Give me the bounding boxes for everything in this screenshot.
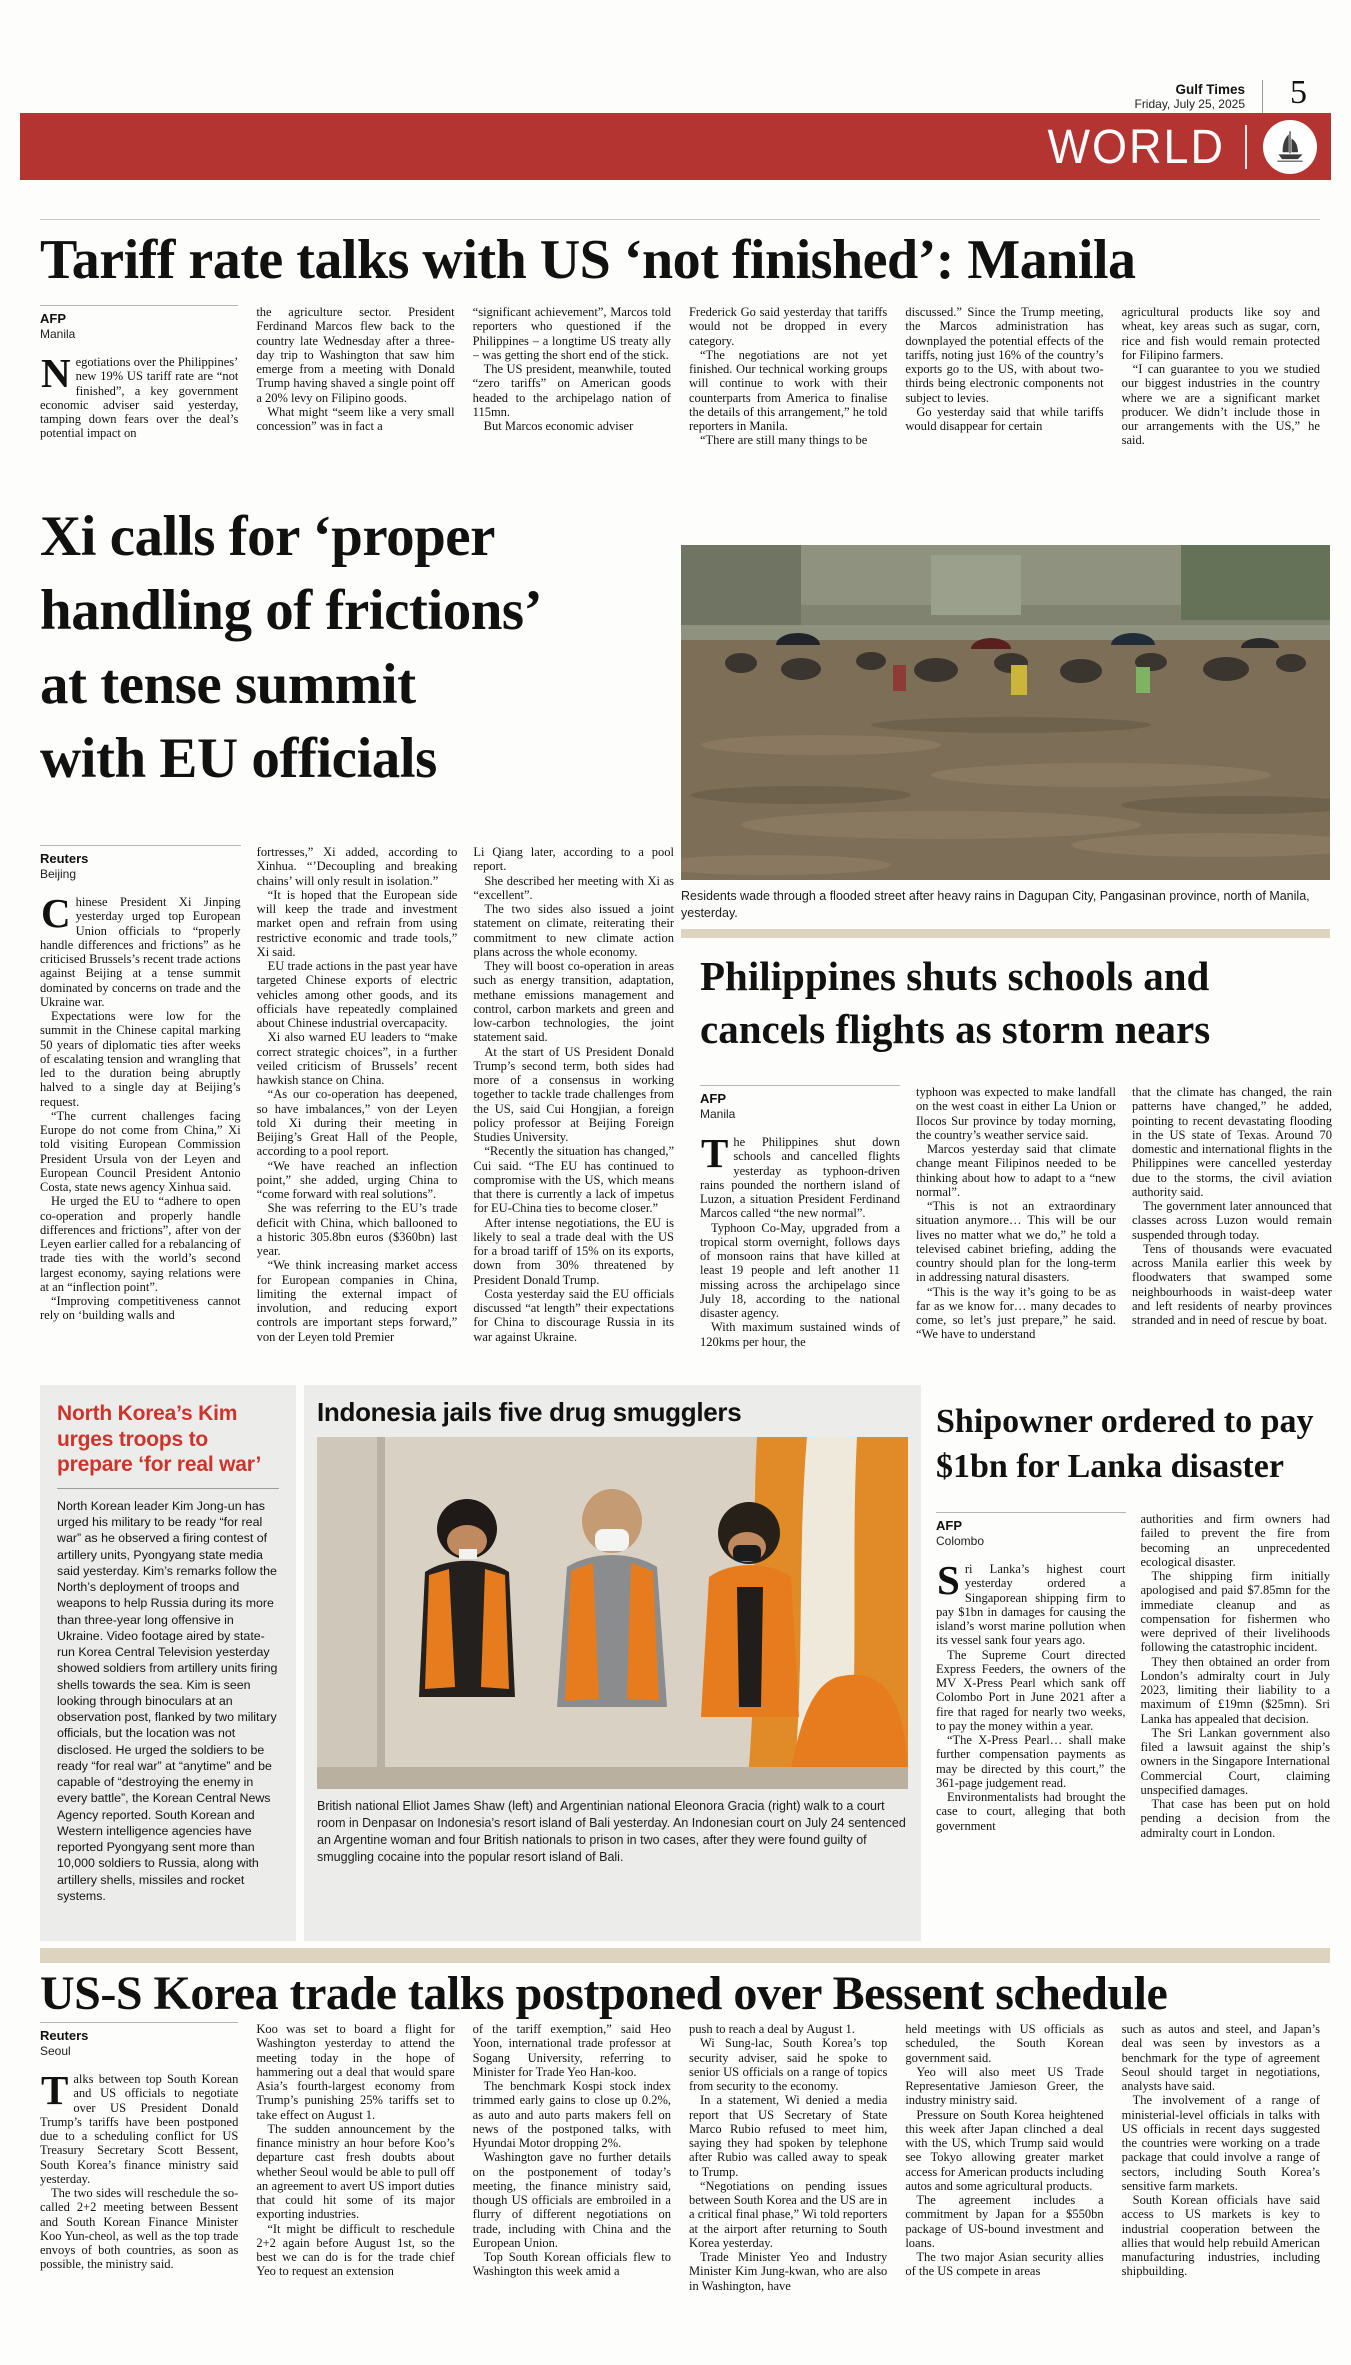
byline-agency: AFP <box>700 1091 726 1106</box>
philippines-headline: Philippines shuts schools and cancels flights as storm nears <box>700 953 1211 1053</box>
shipowner-column-2 <box>1141 1512 1331 1950</box>
korea-column-text: push to reach a deal by August 1. Wi Sung-lac, South Korea’s top security adviser, said he spoke to senior US officials on a range of topics from security to the economy. In a statement, Wi denied a media report that US Secretary of State Marco Rubio refused to meet him, saying they had spoken by telephone after Rubio was called away to speak to Trump. “Negotiations on pending issues between South Korea and the US are in a critical final phase,” Wi told reporters at the airport after returning to South Korea yesterday. Trade Minister Yeo and Industry Minister Kim Jung-kwan, who are also in Washington, have <box>688 2022 888 2293</box>
byline-place: Colombo <box>936 1533 985 1548</box>
byline-place: Seoul <box>40 2043 71 2058</box>
xi-column-text: Chinese President Xi Jinping yesterday urged top European Union officials to “properly handle differences and frictions” as he criticised Brussels’s recent trade actions against Beijing at a tense summit dominated by concerns on trade and the Ukraine war. Expectations were low for the summit in the Chinese capital marking 50 years of diplomatic ties after weeks of escalating tension and wrangling that led to the duration being abruptly halved to a single day at Beijing’s request. “The current challenges facing Europe do not come from China,” Xi told visiting European Commission President Ursula von der Leyen and European Council President Antonio Costa, state news agency Xinhua said. He urged the EU to “adhere to open co-operation and properly handle differences and frictions”, after von der Leyen earlier called for a rebalancing of trade ties with the world’s second largest economy, saying relations were at an “inflection point”. “Improving competitiveness cannot rely on ‘building walls and <box>40 890 241 1323</box>
xi-column-text: fortresses,” Xi added, according to Xinhua. “’Decoupling and breaking chains’ will only result in isolation.” “It is hoped that the European side will keep the trade and investment market open and refrain from using restrictive economic and trade tools,” Xi said. EU trade actions in the past year have targeted Chinese exports of electric vehicles among other goods, and its officials have repeatedly complained about Chinese industrial overcapacity. Xi also warned EU leaders to “make correct strategic choices”, in a further veiled criticism of Brussels’ recent hawkish stance on China. “As our co-operation has deepened, so have imbalances,” von der Leyen told Xi during their meeting in Beijing’s Great Hall of the People, according to a pool report. “We have reached an inflection point,” she added, urging China to “come forward with real solutions”. She was referring to the EU’s trade deficit with China, which ballooned to a historic 305.8bn euros ($360bn) last year. “We think increasing market access for European companies in China, limiting the external impact of involution, and reducing export controls are important steps forward,” von der Leyen told Premier <box>256 845 458 1344</box>
byline-agency: AFP <box>936 1518 962 1533</box>
philippines-column-text: that the climate has changed, the rain patterns have changed,” he added, pointing to recent devastating flooding in the US state of Texas. Around 70 domestic and international flights in the Philippines were cancelled yesterday due to the storms, the civil aviation authority said. The government later announced that classes across Luzon would remain suspended through today. Tens of thousands were evacuated across Manila earlier this week by floodwaters that swamped some neighbourhoods in waist-deep water and left residents of nearby provinces stranded and in need of rescue by boat. <box>1132 1085 1332 1327</box>
tariff-column-text: Negotiations over the Philippines’ new 19% US tariff rate are “not finished”, a key government economic adviser said yesterday, tamping down fears over the deal’s potential impact on <box>40 350 239 441</box>
indonesia-headline: Indonesia jails five drug smugglers <box>317 1397 742 1427</box>
shipowner-headline: Shipowner ordered to pay $1bn for Lanka disaster <box>936 1403 1314 1485</box>
korea-headline: US-S Korea trade talks postponed over Bessent schedule <box>40 1967 1168 2020</box>
shipowner-byline <box>936 1512 1126 1549</box>
philippines-byline <box>700 1085 900 1122</box>
korea-column-text: held meetings with US officials as scheduled, the South Korean government said. Yeo will also meet US Trade Representative Jamieson Greer, the industry ministry said. Pressure on South Korea heightened this week after Japan clinched a deal with the US, which Trump said would see Tokyo allowing greater market access for American products including autos and some agricultural products. The agreement includes a commitment by Japan for a $550bn package of US-bound investment and loans. The two major Asian security allies of the US compete in areas <box>905 2022 1104 2279</box>
brief-rule <box>57 1488 279 1489</box>
korea-column-text: such as autos and steel, and Japan’s deal was seen by investors as a benchmark for the type of agreement Seoul should target in negotiations, analysts have said. The involvement of a range of ministerial-level officials in talks with US officials in recent days suggested the countries were working on a trade package that could involve a range of sectors, including South Korea’s sensitive farm markets. South Korean officials have said access to US markets is key to industrial cooperation between the allies that would help rebuild American manufacturing industries, including shipbuilding. <box>1121 2022 1320 2279</box>
tariff-column-text: discussed.” Since the Trump meeting, the Marcos administration has downplayed the potential effects of the tariffs, noting just 16% of the country’s exports go to the US, with about two-thirds being electronic components not subject to levies. Go yesterday said that while tariffs would disappear for certain <box>905 305 1104 433</box>
tariff-article <box>40 305 1320 487</box>
tariff-column-text: agricultural products like soy and wheat, key areas such as sugar, corn, rice and fish would remain protected for Filipino farmers. “I can guarantee to you we studied our biggest industries in the country where we are a significant market producer. We didn’t include those in our arrangements with the US,” he said. <box>1121 305 1320 448</box>
north-korea-brief <box>40 1385 296 1941</box>
korea-column-text: Koo was set to board a flight for Washington yesterday to attend the meeting today in the hope of hammering out a deal that would spare Asia’s fourth-largest economy from Trump’s punishing 25% tariffs set to take effect on August 1. The sudden announcement by the finance ministry an hour before Koo’s departure cast fresh doubts about whether Seoul would be able to pull off an agreement to avert US import duties that could hit some of its major exporting industries. “It might be difficult to reschedule 2+2 again before August 1st, so the best we can do is for the trade chief Yeo to request an extension <box>256 2022 455 2279</box>
philippines-column-2 <box>916 1085 1116 1363</box>
tariff-column-4 <box>689 305 887 487</box>
flood-caption: Residents wade through a flooded street after heavy rains in Dagupan City, Pangasinan province, north of Manila, yesterday. <box>681 889 1310 920</box>
section-rule <box>681 929 1330 938</box>
philippines-column-text: The Philippines shut down schools and cancelled flights yesterday as typhoon-driven rains pounded the northern island of Luzon, a situation President Ferdinand Marcos called “the new normal”. Typhoon Co-May, upgraded from a tropical storm overnight, follows days of monsoon rains that have killed at least 19 people and left another 11 missing across the archipelago since July 18, according to the national disaster agency. With maximum sustained winds of 120kms per hour, the <box>700 1130 900 1349</box>
masthead <box>1134 82 1245 111</box>
byline-agency: Reuters <box>40 2028 89 2043</box>
byline-agency: AFP <box>40 311 66 326</box>
tariff-column-5 <box>905 305 1103 487</box>
byline-place: Manila <box>700 1106 736 1121</box>
xi-column-text: Li Qiang later, according to a pool report. She described her meeting with Xi as “excellent”. The two sides also issued a joint statement on climate, reiterating their commitment to new climate action plans across the whole economy. They will boost co-operation in areas such as energy transition, adaptation, methane emissions management and control, carbon markets and green and low-carbon technologies, the joint statement said. At the start of US President Donald Trump’s second term, both sides had more of a consensus in working together to tackle trade challenges from the US, said Cui Hongjian, a foreign policy professor at Beijing Foreign Studies University. “Recently the situation has changed,” Cui said. “The EU has continued to compromise with the US, which means that there is currently a lack of impetus for EU-China ties to become closer.” After intense negotiations, the EU is likely to seal a trade deal with the US for a broad tariff of 15% on its exports, down from 30% threatened by President Donald Trump. Costa yesterday said the EU officials discussed “at length” their expectations for China to discourage Russia in its war against Ukraine. <box>473 845 675 1344</box>
korea-article <box>40 2022 1320 2365</box>
xi-column-1 <box>40 845 241 1367</box>
dhow-logo-icon <box>1263 120 1317 174</box>
banner-divider <box>1245 125 1247 169</box>
flood-photo <box>681 545 1330 880</box>
tariff-byline <box>40 305 238 342</box>
tariff-column-3 <box>473 305 671 487</box>
philippines-column-1 <box>700 1085 900 1363</box>
tariff-column-text: “significant achievement”, Marcos told reporters who questioned if the Philippines – a longtime US treaty ally – was getting the short end of the stick. The US president, meanwhile, touted “zero tariffs” on American goods headed to the archipelago nation of 115mn. But Marcos economic adviser <box>472 305 671 433</box>
section-banner <box>20 113 1331 180</box>
xi-byline <box>40 845 241 882</box>
page-number: 5 <box>1290 74 1307 111</box>
section-title: WORLD <box>1047 118 1225 174</box>
paper-title: Gulf Times <box>1175 82 1245 97</box>
xi-column-2 <box>257 845 458 1367</box>
tariff-column-2 <box>256 305 454 487</box>
north-korea-body: North Korean leader Kim Jong-un has urged his military to be ready “for real war” as he observed a firing contest of artillery units, Pyongyang state media said yesterday. Kim’s remarks follow the North’s deployment of troops and weapons to help Russia during its more than three-year long offensive in Ukraine. Video footage aired by state-run Korea Central Television yesterday showed soldiers from artillery units firing shells towards the sea. Kim is seen looking through binoculars at an observation post, flanked by two military officials, but the location was not disclosed. He urged the soldiers to be ready “for real war” at “anytime” and be capable of “destroying the enemy in every battle”, the Korean Central News Agency reported. South Korean and Western intelligence agencies have reported Pyongyang sent more than 10,000 soldiers to Russia, along with artillery shells, missiles and rocket systems. <box>57 1498 278 1903</box>
masthead-divider <box>1262 80 1263 114</box>
indonesia-photo <box>317 1437 908 1789</box>
korea-column-5 <box>905 2022 1103 2365</box>
indonesia-brief <box>304 1385 921 1941</box>
korea-column-1 <box>40 2022 238 2365</box>
issue-date: Friday, July 25, 2025 <box>1134 96 1245 111</box>
tariff-column-text: Frederick Go said yesterday that tariffs would not be dropped in every category. “The negotiations are not yet finished. Our technical working groups will continue to work with their counterparts from America to finalise the details of this arrangement,” he told reporters in Manila. “There are still many things to be <box>688 305 888 448</box>
byline-agency: Reuters <box>40 851 89 866</box>
tariff-column-text: the agriculture sector. President Ferdinand Marcos flew back to the country late Wednesday after a three-day trip to Washington that saw him emerge from a meeting with Donald Trump having shaved a single point off a 20% levy on Filipino goods. What might “seem like a very small concession” was in fact a <box>256 305 455 433</box>
korea-column-text: of the tariff exemption,” said Heo Yoon, international trade professor at Sogang University, referring to Minister for Trade Yeo Han-koo. The benchmark Kospi stock index trimmed early gains to close up 0.2%, as auto and auto parts makers fell on news of the postponed talks, with Hyundai Motor dropping 2%. Washington gave no further details on the postponement of today’s meeting, the finance ministry said, though US officials are embroiled in a flurry of different negotiations on trade, including with China and the European Union. Top South Korean officials flew to Washington this week amid a <box>472 2022 671 2279</box>
shipowner-column-text: Sri Lanka’s highest court yesterday ordered a Singaporean shipping firm to pay $1bn in damages for causing the island’s worst marine pollution when its vessel sank four years ago. The Supreme Court directed Express Feeders, the owners of the MV X-Press Pearl which sank off Colombo Port in June 2021 after a fire that raged for nearly two weeks, to pay the money within a year. “The X-Press Pearl… shall make further compensation payments as may be directed by this court,” the 361-page judgement read. Environmentalists had brought the case to court, alleging that both government <box>936 1557 1126 1833</box>
korea-byline <box>40 2022 238 2059</box>
tariff-column-1 <box>40 305 238 487</box>
section-divider <box>40 1948 1330 1963</box>
philippines-article <box>700 1085 1332 1363</box>
xi-article <box>40 845 674 1367</box>
tariff-column-6 <box>1122 305 1320 487</box>
header-rule <box>40 219 1320 220</box>
xi-headline: Xi calls for ‘proper handling of frictions’ at tense summit with EU officials <box>40 505 543 791</box>
xi-column-3 <box>473 845 674 1367</box>
philippines-column-text: typhoon was expected to make landfall on the west coast in either La Union or Ilocos Sur province by today morning, the country’s weather service said. Marcos yesterday said that climate change meant Filipinos needed to be thinking about how to adapt to a “new normal”. “This is not an extraordinary situation anymore… This will be our lives no matter what we do,” he told a televised cabinet briefing, adding the country should plan for the long-term in addressing natural disasters. “This is the way it’s going to be as far as we know for… many decades to come, so let’s just prepare,” he said. “We have to understand <box>916 1085 1116 1342</box>
korea-column-6 <box>1122 2022 1320 2365</box>
korea-column-2 <box>256 2022 454 2365</box>
korea-column-4 <box>689 2022 887 2365</box>
shipowner-column-text: authorities and firm owners had failed to prevent the fire from becoming an unprecedented ecological disaster. The shipping firm initially apologised and paid $7.85mn for the immediate cleanup and as compensation for fishermen who were deprived of their livelihoods following the catastrophic incident. They then obtained an order from London’s admiralty court in July 2023, limiting their liability to a maximum of £19mn ($25mn). Sri Lanka has appealed that decision. The Sri Lankan government also filed a lawsuit against the ship’s owners in the Singapore International Commercial Court, claiming unspecified damages. That case has been put on hold pending a decision from the admiralty court in London. <box>1140 1512 1330 1840</box>
philippines-column-3 <box>1132 1085 1332 1363</box>
tariff-headline: Tariff rate talks with US ‘not finished’: Manila <box>40 229 1136 291</box>
flood-figure <box>681 545 1330 922</box>
korea-column-text: Talks between top South Korean and US officials to negotiate over US President Donald Trump’s tariffs have been postponed due to a scheduling conflict for US Treasury Secretary Scott Bessent, South Korea’s finance ministry said yesterday. The two sides will reschedule the so-called 2+2 meeting between Bessent and South Korean Finance Minister Koo Yun-cheol, as well as the top trade envoys of both countries, as soon as possible, the ministry said. <box>40 2067 239 2272</box>
byline-place: Beijing <box>40 866 77 881</box>
korea-column-3 <box>473 2022 671 2365</box>
byline-place: Manila <box>40 326 76 341</box>
shipowner-article <box>936 1512 1330 1950</box>
shipowner-column-1 <box>936 1512 1126 1950</box>
north-korea-headline: North Korea’s Kim urges troops to prepare ‘for real war’ <box>57 1402 262 1477</box>
indonesia-caption: British national Elliot James Shaw (left) and Argentinian national Eleonora Gracia (right) walk to a court room in Denpasar on Indonesia’s resort island of Bali yesterday. An Indonesian court on July 24 sentenced an Argentine woman and four British nationals to prison in two cases, after they were found guilty of smuggling cocaine into the popular resort island of Bali. <box>317 1799 906 1864</box>
